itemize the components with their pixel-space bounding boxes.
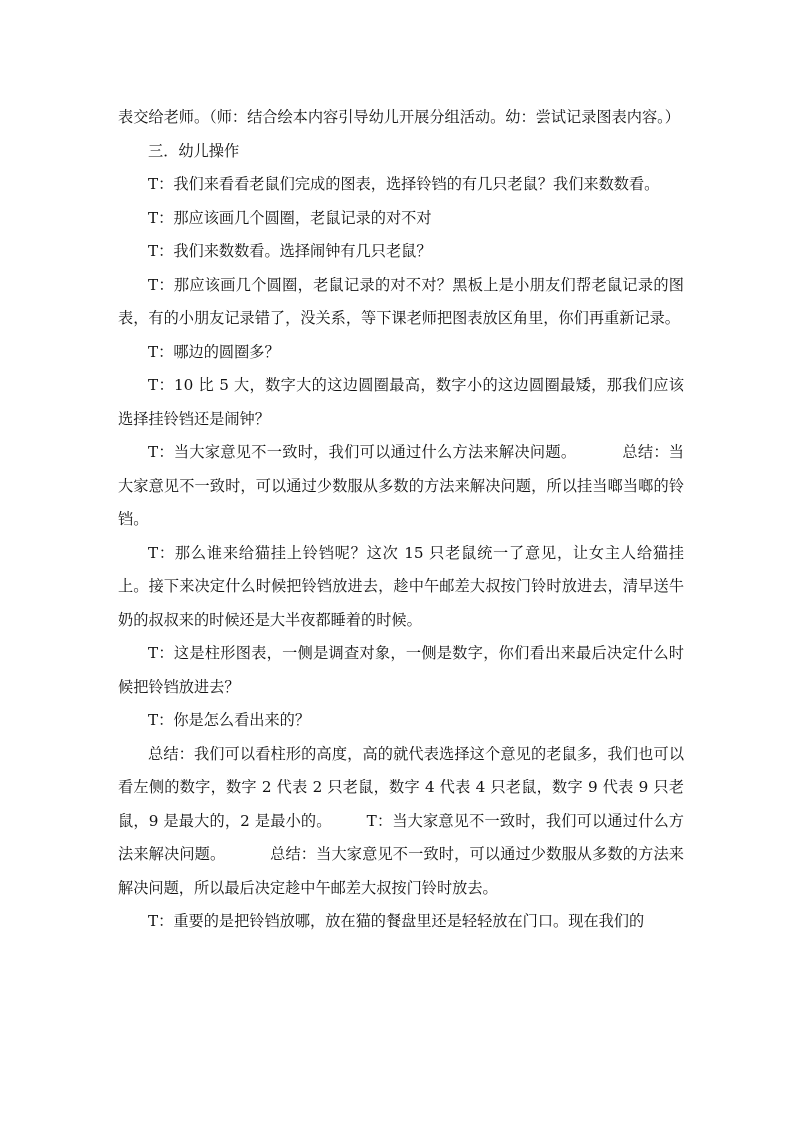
paragraph: T：那应该画几个圆圈，老鼠记录的对不对？黑板上是小朋友们帮老鼠记录的图表，有的小朋友记录错了，没关系，等下课老师把图表放区角里，你们再重新记录。 — [118, 275, 684, 327]
paragraph: T：我们来看看老鼠们完成的图表，选择铃铛的有几只老鼠？我们来数数看。 — [148, 175, 660, 193]
paragraph: T：那应该画几个圆圈，老鼠记录的对不对 — [148, 208, 432, 227]
paragraph: T：这是柱形图表，一侧是调查对象，一侧是数字，你们看出来最后决定什么时候把铃铛放进去？ — [118, 644, 684, 696]
paragraph: T：当大家意见不一致时，我们可以通过什么方法来解决问题。 总结：当大家意见不一致时，可以通过少数服从多数的方法来解决问题，所以挂当啷当啷的铃铛。 — [118, 443, 684, 528]
document-body — [118, 101, 684, 939]
paragraph: T：哪边的圆圈多？ — [148, 342, 280, 361]
paragraph: T：10 比 5 大，数字大的这边圆圈最高，数字小的这边圆圈最矮，那我们应该选择挂铃铛还是闹钟？ — [118, 376, 684, 428]
paragraph: 总结：我们可以看柱形的高度，高的就代表选择这个意见的老鼠多，我们也可以看左侧的数字，数字 2 代表 2 只老鼠，数字 4 代表 4 只老鼠，数字 9 代表 9 只老鼠，9 是最大的，2 是最小的。 T：当大家意见不一致时，我们可以通过什么方法来解决问题。 总结：当大家意见不一致时，可以通过少数服从多数的方法来解决问题，所以最后决定趁中午邮差大叔按门铃时放去。 — [118, 744, 684, 897]
paragraph: T：你是怎么看出来的？ — [148, 711, 311, 729]
paragraph-continuation: 表交给老师。（师：结合绘本内容引导幼儿开展分组活动。幼：尝试记录图表内容。） — [118, 108, 680, 126]
paragraph: T：重要的是把铃铛放哪，放在猫的餐盘里还是轻轻放在门口。现在我们的 — [148, 912, 645, 930]
section-heading: 三．幼儿操作 — [148, 141, 240, 160]
paragraph: T：那么谁来给猫挂上铃铛呢？这次 15 只老鼠统一了意见，让女主人给猫挂上。接下来决定什么时候把铃铛放进去，趁中午邮差大叔按门铃时放进去，清早送牛奶的叔叔来的时候还是大半夜都睡着的时候。 — [118, 543, 684, 629]
paragraph: T：我们来数数看。选择闹钟有几只老鼠？ — [148, 242, 432, 260]
